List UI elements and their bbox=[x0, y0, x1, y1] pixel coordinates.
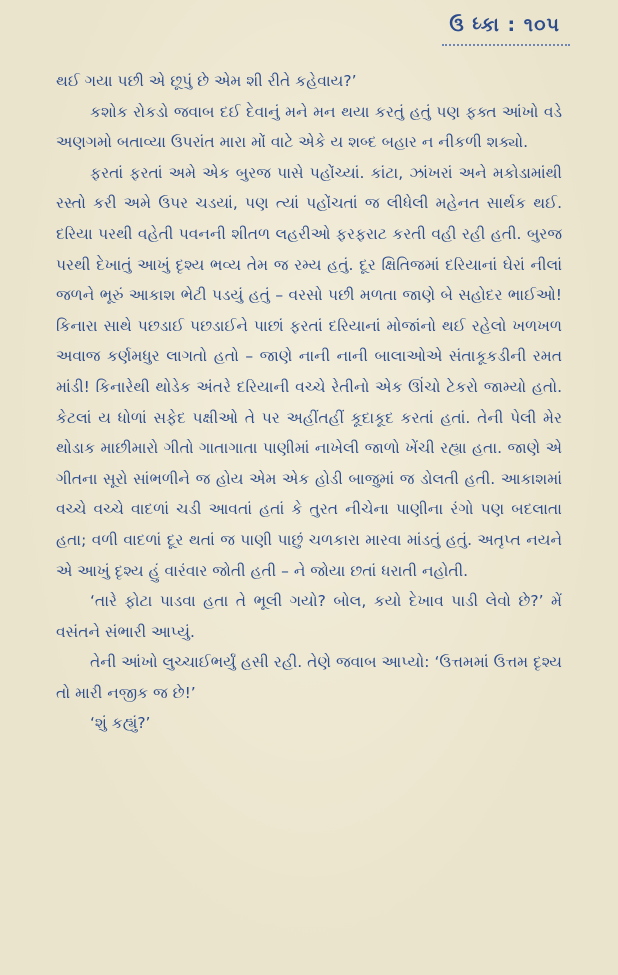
paragraph-2: કશોક રોકડો જવાબ દઈ દેવાનું મને મન થયા કરતું હતું પણ ફક્ત આંખો વડે અણગમો બતાવ્યા ઉપરાંત મારા મોં વાટે એકે ય શબ્દ બહાર ન નીકળી શક્યો. bbox=[56, 102, 562, 152]
page-body bbox=[56, 66, 562, 739]
paragraph-4: ‘તારે ફોટા પાડવા હતા તે ભૂલી ગયો? બોલ, કયો દેખાવ પાડી લેવો છે?’ મેં વસંતને સંભારી આપ્યું. bbox=[56, 592, 562, 641]
paragraph-1: થઈ ગયા પછી એ છૂપું છે એમ શી રીતે કહેવાય?’ bbox=[56, 72, 357, 90]
paragraph-5: તેની આંખો લુચ્ચાઈભર્યું હસી રહી. તેણે જવાબ આપ્યો: ‘ઉત્તમમાં ઉત્તમ દૃશ્ય તો મારી નજીક જ છે!’ bbox=[56, 653, 562, 702]
header-decorative-rule bbox=[442, 44, 570, 46]
paragraph-6: ‘શું કહ્યું?’ bbox=[90, 714, 151, 733]
paragraph-3: ફરતાં ફરતાં અમે એક બુરજ પાસે પહોંચ્યાં. કાંટા, ઝાંખરાં અને મકોડામાંથી રસ્તો કરી અમે ઉપર ચડયાં, પણ ત્યાં પહોંચતાં જ લીધેલી મહેનત સાર્થક થઈ. દરિયા પરથી વહેતી પવનની શીતળ લહરીઓ ફરફરાટ કરતી વહી રહી હતી. બુરજ પરથી દેખાતું આખું દૃશ્ય ભવ્ય તેમ જ રમ્ય હતું. દૂર ક્ષિતિજમાં દરિયાનાં ઘેરાં નીલાં જળને ભૂરું આકાશ ભેટી પડયું હતું – વરસો પછી મળતા જાણે બે સહોદર ભાઈઓ! કિનારા સાથે પછડાઈ પછડાઈને પાછાં ફરતાં દરિયાનાં મોજાંનો થઈ રહેલો ખળખળ અવાજ કર્ણમધુર લાગતો હતો – જાણે નાની નાની બાલાઓએ સંતાકૂકડીની રમત માંડી! કિનારેથી થોડેક અંતરે દરિયાની વચ્ચે રેતીનો એક ઊંચો ટેકરો જામ્યો હતો. કેટલાં ય ધોળાં સફેદ પક્ષીઓ તે પર અહીંતહીં કૂદાકૂદ કરતાં હતાં. તેની પેલી મેર થોડાક માછીમારો ગીતો ગાતાગાતા પાણીમાં નાખેલી જાળો ખેંચી રહ્યા હતા. જાણે એ ગીતના સૂરો સાંભળીને જ હોય એમ એક હોડી બાજુમાં જ ડોલતી હતી. આકાશમાં વચ્ચે વચ્ચે વાદળાં ચડી આવતાં હતાં કે તુરત નીચેના પાણીના રંગો પણ બદલાતા હતા; વળી વાદળાં દૂર થતાં જ પાણી પાછું ચળકારા મારવા માંડતું હતું. અતૃપ્ત નયને એ આખું દૃશ્ય હું વારંવાર જોતી હતી – ને જોયા છતાં ધરાતી નહોતી. bbox=[56, 163, 562, 580]
running-head: ઉ ધ્કા : ૧૦૫ bbox=[449, 14, 560, 36]
